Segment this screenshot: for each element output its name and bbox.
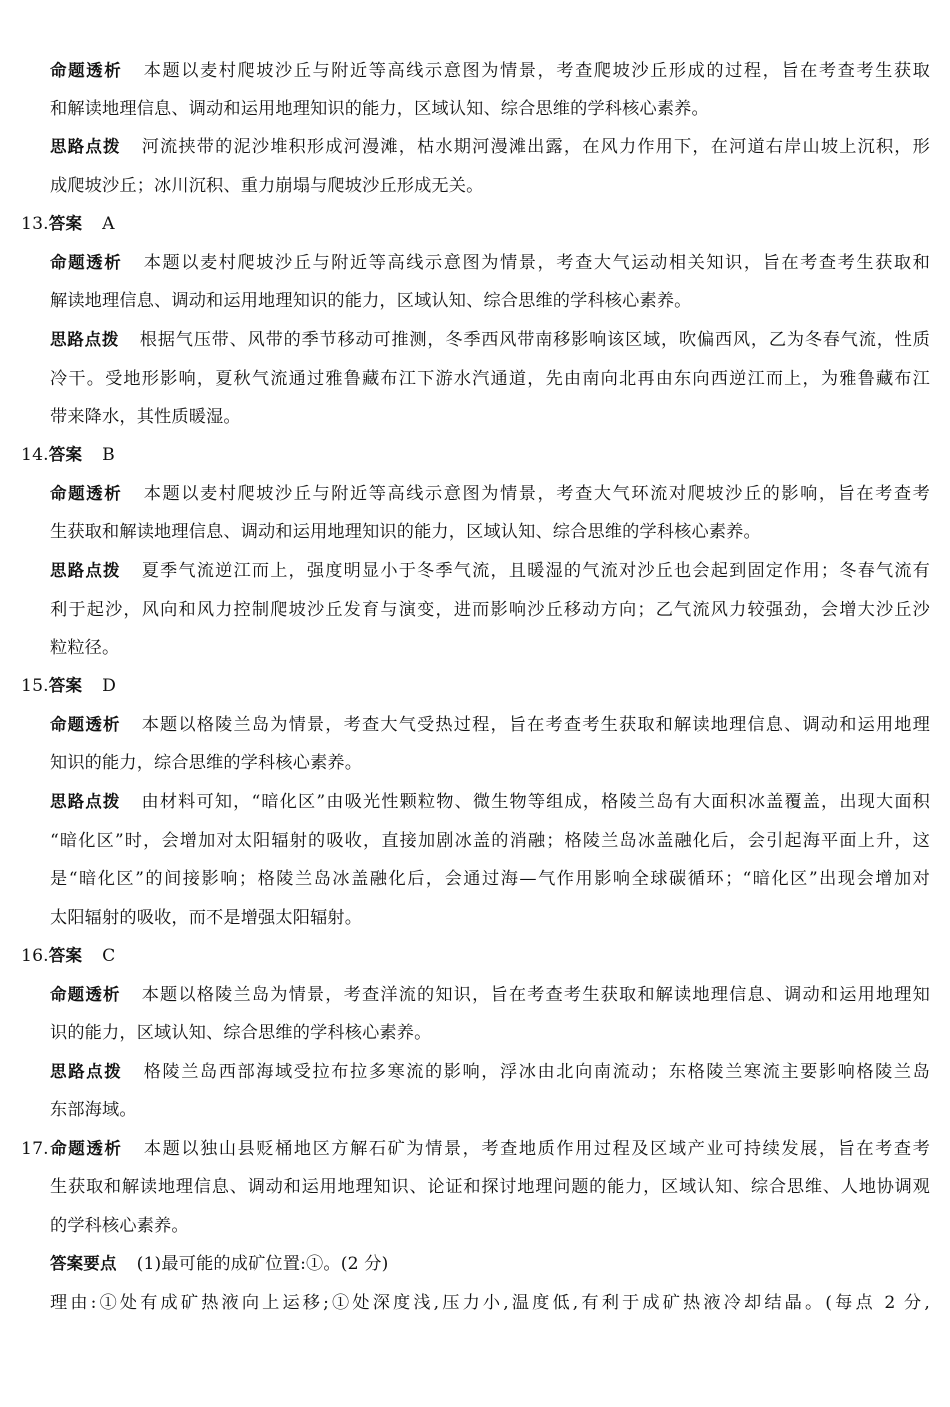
q12-analysis-text-2: 和解读地理信息、调动和运用地理知识的能力，区域认知、综合思维的学科核心素养。: [50, 99, 709, 119]
q13-answer-line: [21, 207, 115, 241]
q13-hint-text-2: 冷干。受地形影响，夏秋气流通过雅鲁藏布江下游水汽通道，先由南向北再由东向西逆江而上，为雅鲁藏布江: [50, 369, 930, 389]
q12-hint-text-1: 河流挟带的泥沙堆积形成河漫滩，枯水期河漫滩出露，在风力作用下，在河道右岸山坡上沉积，形: [140, 137, 930, 157]
q15-hint-text-3: 是“暗化区”的间接影响；格陵兰岛冰盖融化后，会通过海—气作用影响全球碳循环；“暗化区”出现会增加对: [50, 869, 930, 889]
q14-answer-label: 答案: [48, 445, 83, 464]
q17-analysis-text-2: 生获取和解读地理信息、调动和运用地理知识、论证和探讨地理问题的能力，区域认知、综合思维、人地协调观: [50, 1177, 930, 1197]
q15-answer-label: 答案: [48, 676, 83, 695]
q15-analysis-line-1: [50, 708, 930, 742]
q15-analysis-text-2: 知识的能力，综合思维的学科核心素养。: [50, 753, 363, 773]
q13-analysis-line-1: [50, 246, 930, 280]
q17-points-text-1: (1)最可能的成矿位置:①。(2 分): [136, 1254, 389, 1274]
q14-analysis-line-1: [50, 477, 930, 511]
q15-analysis-label: 命题透析: [50, 715, 121, 734]
q16-answer-label: 答案: [48, 946, 83, 965]
q17-points-line-1: [50, 1247, 388, 1281]
q16-analysis-label: 命题透析: [50, 985, 121, 1004]
q16-analysis-text-2: 识的能力，区域认知、综合思维的学科核心素养。: [50, 1023, 432, 1043]
q14-hint-text-1: 夏季气流逆江而上，强度明显小于冬季气流，且暖湿的气流对沙丘也会起到固定作用；冬春气流有: [140, 561, 930, 581]
q12-hint-text-2: 成爬坡沙丘；冰川沉积、重力崩塌与爬坡沙丘形成无关。: [50, 176, 484, 196]
q14-number: 14.: [21, 445, 49, 465]
q16-hint-text-2: 东部海域。: [50, 1100, 137, 1120]
q12-analysis-label: 命题透析: [50, 61, 123, 80]
q14-hint-label: 思路点拨: [50, 561, 121, 580]
q15-hint-text-4: 太阳辐射的吸收，而不是增强太阳辐射。: [50, 908, 363, 928]
q13-analysis-text-2: 解读地理信息、调动和运用地理知识的能力，区域认知、综合思维的学科核心素养。: [50, 291, 692, 311]
q16-hint-label: 思路点拨: [50, 1062, 123, 1081]
q16-hint-line-1: [50, 1055, 930, 1089]
q16-answer-value: C: [102, 946, 116, 966]
q15-hint-text-2: “暗化区”时，会增加对太阳辐射的吸收，直接加剧冰盖的消融；格陵兰岛冰盖融化后，会引起海平面上升，这: [50, 831, 930, 851]
q15-number: 15.: [21, 676, 49, 696]
q13-number: 13.: [21, 214, 49, 234]
q14-hint-text-2: 利于起沙，风向和风力控制爬坡沙丘发育与演变，进而影响沙丘移动方向；乙气流风力较强劲，会增大沙丘沙: [50, 600, 930, 620]
q13-hint-text-1: 根据气压带、风带的季节移动可推测，冬季西风带南移影响该区域，吹偏西风，乙为冬春气流，性质: [139, 330, 930, 350]
q15-hint-label: 思路点拨: [50, 792, 121, 811]
q14-analysis-label: 命题透析: [50, 484, 123, 503]
q12-analysis-line-1: [50, 54, 930, 88]
q17-analysis-line-1: [21, 1132, 930, 1166]
q15-analysis-text-1: 本题以格陵兰岛为情景，考查大气受热过程，旨在考查考生获取和解读地理信息、调动和运用地理: [140, 715, 930, 735]
q13-hint-line-2: [50, 362, 930, 396]
q16-analysis-text-1: 本题以格陵兰岛为情景，考查洋流的知识，旨在考查考生获取和解读地理信息、调动和运用地理知: [140, 985, 930, 1005]
q14-hint-line-2: [50, 593, 930, 627]
q16-answer-line: [21, 939, 115, 973]
q13-analysis-label: 命题透析: [50, 253, 123, 272]
q17-reason-text-1: 理由:①处有成矿热液向上运移;①处深度浅,压力小,温度低,有利于成矿热液冷却结晶。(每点 2 分,: [50, 1293, 930, 1313]
q16-analysis-line-1: [50, 978, 930, 1012]
q13-hint-label: 思路点拨: [50, 330, 120, 349]
q17-analysis-line-2: [50, 1170, 930, 1204]
q15-answer-line: [21, 669, 116, 703]
q12-hint-label: 思路点拨: [50, 137, 121, 156]
q13-hint-text-3: 带来降水，其性质暖湿。: [50, 407, 241, 427]
q14-answer-value: B: [102, 445, 115, 465]
q13-hint-line-1: [50, 323, 930, 357]
q16-number: 16.: [21, 946, 49, 966]
q15-answer-value: D: [102, 676, 117, 696]
q13-answer-label: 答案: [48, 214, 83, 233]
q14-analysis-text-1: 本题以麦村爬坡沙丘与附近等高线示意图为情景，考查大气环流对爬坡沙丘的影响，旨在考查考: [142, 484, 930, 504]
q15-hint-text-1: 由材料可知，“暗化区”由吸光性颗粒物、微生物等组成，格陵兰岛有大面积冰盖覆盖，出现大面积: [140, 792, 930, 812]
q14-hint-text-3: 粒粒径。: [50, 638, 120, 658]
q15-hint-line-2: [50, 824, 930, 858]
q17-analysis-label: 命题透析: [48, 1139, 123, 1158]
q14-answer-line: [21, 438, 115, 472]
q12-analysis-text-1: 本题以麦村爬坡沙丘与附近等高线示意图为情景，考查爬坡沙丘形成的过程，旨在考查考生获取: [142, 61, 930, 81]
q12-hint-line-1: [50, 130, 930, 164]
q16-hint-text-1: 格陵兰岛西部海域受拉布拉多寒流的影响，浮冰由北向南流动；东格陵兰寒流主要影响格陵兰岛: [142, 1062, 930, 1082]
q13-answer-value: A: [102, 214, 115, 234]
q15-hint-line-1: [50, 785, 930, 819]
q17-reason-line-1: [50, 1286, 930, 1320]
q17-points-label: 答案要点: [50, 1254, 117, 1273]
q14-analysis-text-2: 生获取和解读地理信息、调动和运用地理知识的能力，区域认知、综合思维的学科核心素养。: [50, 522, 761, 542]
q17-number: 17.: [21, 1139, 49, 1159]
q15-hint-line-3: [50, 862, 930, 896]
q14-hint-line-1: [50, 554, 930, 588]
q17-analysis-text-1: 本题以独山县贬桶地区方解石矿为情景，考查地质作用过程及区域产业可持续发展，旨在考查考: [142, 1139, 930, 1159]
q13-analysis-text-1: 本题以麦村爬坡沙丘与附近等高线示意图为情景，考查大气运动相关知识，旨在考查考生获取和: [142, 253, 930, 273]
q17-analysis-text-3: 的学科核心素养。: [50, 1216, 189, 1236]
